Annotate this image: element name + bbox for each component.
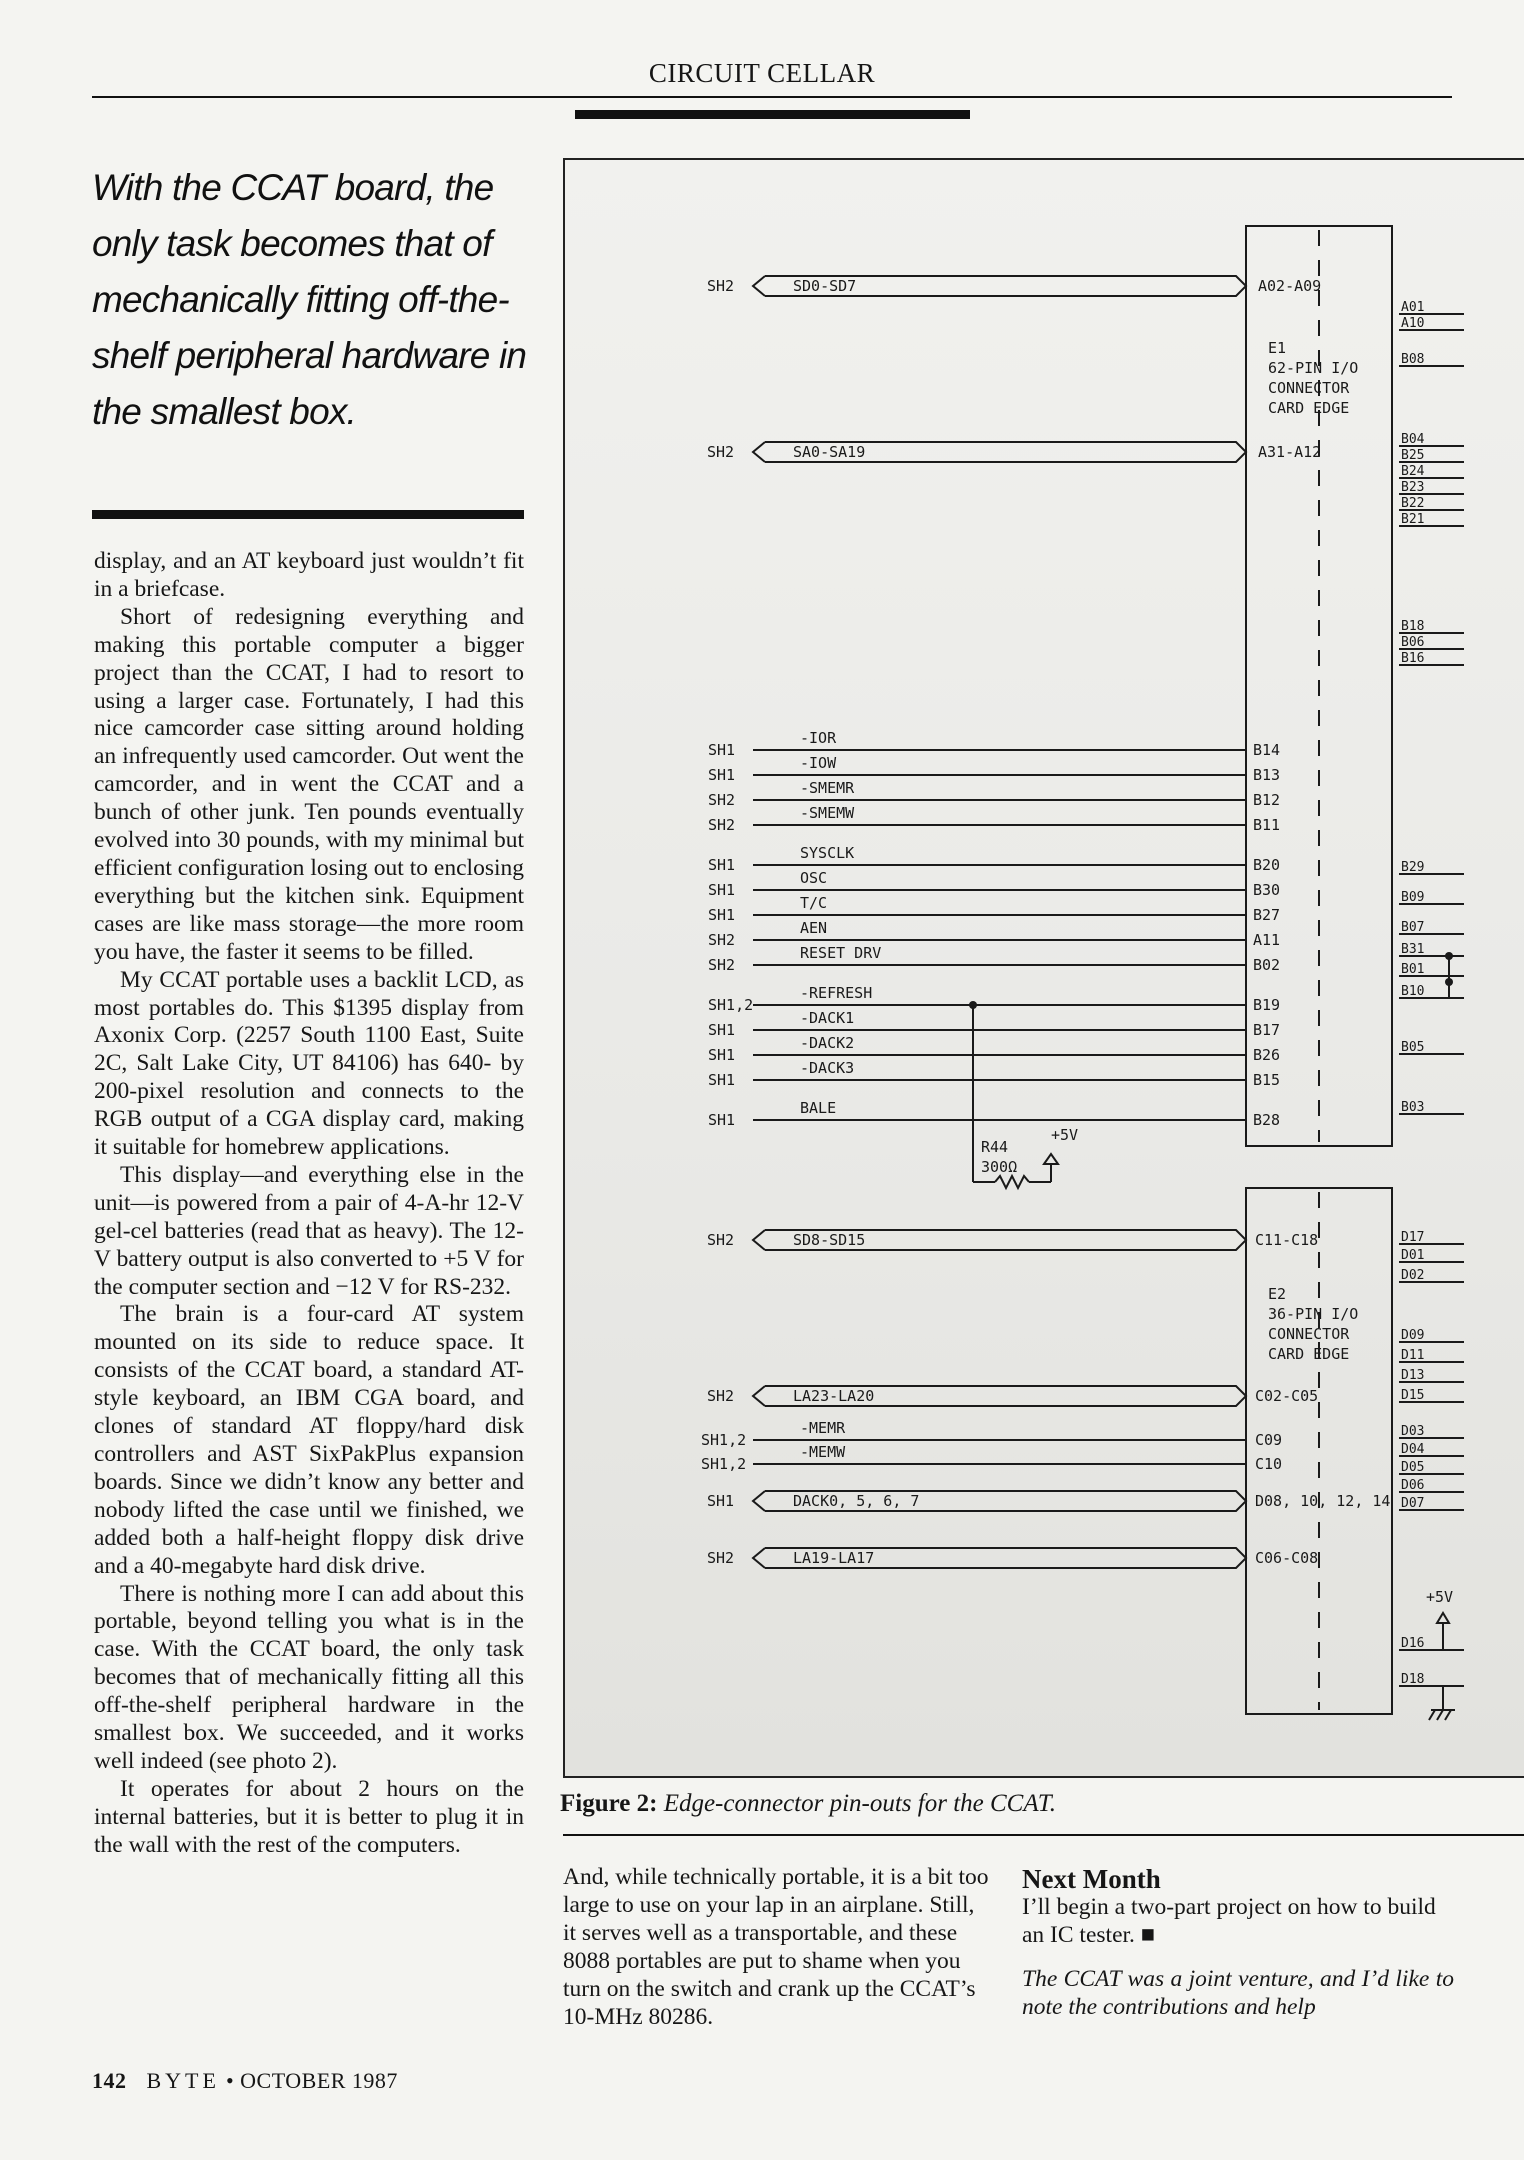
body-column: [94, 548, 524, 1860]
right-pin-label: D18: [1401, 1672, 1425, 1687]
signal-label: -IOR: [800, 729, 837, 747]
sheet-ref: SH1: [708, 1046, 736, 1064]
right-pin-label: B16: [1401, 651, 1425, 666]
right-pin-label: B05: [1401, 1040, 1425, 1055]
e2-label: E2: [1268, 1285, 1287, 1303]
e1-label: E1: [1268, 339, 1287, 357]
right-pin-label: B18: [1401, 619, 1425, 634]
footer-separator: •: [225, 2068, 241, 2093]
pin-label: B12: [1253, 791, 1281, 809]
pin-label: B30: [1253, 881, 1281, 899]
column-2-text: And, while technically portable, it is a bit too large to use on your lap in an airplane. Still, it serves well as a transportable, and these 8088 portables are put to shame when you turn on the switch and crank up the CCAT’s 10-MHz 80286.: [563, 1864, 989, 2030]
resistor-symbol: [995, 1176, 1029, 1188]
caption-text: Edge-connector pin-outs for the CCAT.: [663, 1790, 1056, 1817]
supply-arrow: [1437, 1613, 1449, 1623]
body-paragraph: This display—and everything else in the unit—is powered from a pair of 4-A-hr 12-V gel-cel batteries (read that as heavy). The 12-V battery output is also converted to +5 V for the computer section and −12 V for RS-232.: [94, 1161, 524, 1300]
e1-label: CARD EDGE: [1268, 399, 1350, 417]
pin-label: B26: [1253, 1046, 1281, 1064]
page-footer: [92, 2068, 398, 2094]
e2-label: CARD EDGE: [1268, 1345, 1350, 1363]
pin-label: B02: [1253, 956, 1281, 974]
pin-label: B14: [1253, 741, 1281, 759]
next-month-box: [1022, 1864, 1454, 2022]
sheet-ref: SH2: [707, 1231, 735, 1249]
pull-quote-rule: [92, 510, 524, 519]
right-pin-label: D03: [1401, 1424, 1425, 1439]
right-pin-label: B23: [1401, 480, 1425, 495]
right-pin-label: D06: [1401, 1478, 1425, 1493]
sheet-ref: SH1: [708, 741, 736, 759]
sheet-ref: SH1: [708, 1111, 736, 1129]
pin-label: A11: [1253, 931, 1281, 949]
bus-label: SA0-SA19: [793, 443, 866, 461]
signal-label: BALE: [800, 1099, 837, 1117]
e2-label: 36-PIN I/O: [1268, 1305, 1359, 1323]
resistor-value: 300Ω: [981, 1158, 1018, 1176]
e1-label: CONNECTOR: [1268, 379, 1350, 397]
right-pin-label: D15: [1401, 1388, 1425, 1403]
signal-label: RESET DRV: [800, 944, 882, 962]
sheet-ref: SH2: [708, 931, 736, 949]
pin-label: C09: [1255, 1431, 1283, 1449]
pin-label: B28: [1253, 1111, 1281, 1129]
sheet-ref: SH1: [708, 881, 736, 899]
magazine-name: BYTE: [146, 2068, 220, 2093]
right-pin-label: B10: [1401, 984, 1425, 999]
bus-label: DACK0, 5, 6, 7: [793, 1492, 920, 1510]
right-pin-label: B01: [1401, 962, 1425, 977]
body-paragraph: My CCAT portable uses a backlit LCD, as most portables do. This $1395 display from Axonix Corp. (2257 South 1100 East, Suite 2C, Salt Lake City, UT 84106) has 640- by 200-pixel resolution and connects to the RGB output of a CGA display card, making it suitable for homebrew applications.: [94, 966, 524, 1161]
junction-dot: [1445, 978, 1453, 986]
right-pin-label: B07: [1401, 920, 1425, 935]
right-pin-label: D02: [1401, 1268, 1425, 1283]
right-pin-label: D05: [1401, 1460, 1425, 1475]
right-pin-label: D04: [1401, 1442, 1425, 1457]
sheet-ref: SH1: [708, 856, 736, 874]
junction-dot: [1445, 952, 1453, 960]
e2-pin-range: C02-C05: [1255, 1387, 1319, 1405]
sheet-ref: SH2: [708, 816, 736, 834]
e1-pin-range: A02-A09: [1258, 277, 1322, 295]
supply-arrow: [1044, 1154, 1058, 1164]
bus-label: SD8-SD15: [793, 1231, 866, 1249]
body-paragraph: display, and an AT keyboard just wouldn’t fit in a briefcase.: [94, 548, 524, 602]
right-pin-label: B06: [1401, 635, 1425, 650]
right-pin-label: B04: [1401, 432, 1425, 447]
acknowledgement-text: The CCAT was a joint venture, and I’d like to note the contributions and help: [1022, 1965, 1454, 2020]
pin-label: B11: [1253, 816, 1281, 834]
right-pin-label: B09: [1401, 890, 1425, 905]
sheet-ref: SH1,2: [701, 1431, 747, 1449]
right-pin-label: B22: [1401, 496, 1425, 511]
supply-label: +5V: [1051, 1126, 1079, 1144]
supply-label: +5V: [1426, 1588, 1454, 1606]
figure-caption: [560, 1790, 1056, 1818]
signal-label: SYSCLK: [800, 844, 855, 862]
sheet-ref: SH2: [708, 791, 736, 809]
body-paragraph: Short of redesigning everything and making this portable computer a bigger project than the CCAT, I had to resort to using a larger case. Fortunately, I had this nice camcorder case sitting around holding an infrequently used camcorder. Out went the camcorder, and in went the CCAT and a bunch of other junk. Ten pounds eventually evolved into 30 pounds, with my minimal but efficient configuration losing out to enclosing everything but the kitchen sink. Equipment cases are like mass storage—the more room you have, the faster it seems to be filled.: [94, 603, 524, 965]
signal-label: -DACK2: [800, 1034, 855, 1052]
pin-label: B15: [1253, 1071, 1281, 1089]
signal-label: T/C: [800, 894, 828, 912]
pin-label: B27: [1253, 906, 1281, 924]
next-month-heading: Next Month: [1022, 1864, 1161, 1894]
pin-label: B19: [1253, 996, 1281, 1014]
e2-label: CONNECTOR: [1268, 1325, 1350, 1343]
right-pin-label: D13: [1401, 1368, 1425, 1383]
signal-label: -REFRESH: [800, 984, 873, 1002]
sheet-ref: SH1: [708, 1071, 736, 1089]
sheet-ref: SH1: [707, 1492, 735, 1510]
pin-label: B17: [1253, 1021, 1281, 1039]
sheet-ref: SH1: [708, 1021, 736, 1039]
signal-label: -MEMW: [800, 1443, 846, 1461]
bus-label: LA23-LA20: [793, 1387, 875, 1405]
sheet-ref: SH1,2: [701, 1455, 747, 1473]
sheet-ref: SH1: [708, 766, 736, 784]
resistor-name: R44: [981, 1138, 1009, 1156]
ground-symbol: [1429, 1710, 1455, 1720]
right-pin-label: D17: [1401, 1230, 1425, 1245]
right-pin-label: D07: [1401, 1496, 1425, 1511]
header-thick-rule: [575, 110, 970, 119]
next-month-text: I’ll begin a two-part project on how to build an IC tester. ■: [1022, 1894, 1436, 1948]
bus-label: LA19-LA17: [793, 1549, 875, 1567]
sheet-ref: SH1,2: [708, 996, 754, 1014]
signal-label: -SMEMR: [800, 779, 855, 797]
e2-pin-range: C06-C08: [1255, 1549, 1319, 1567]
figure-2-schematic: [563, 158, 1524, 1778]
signal-label: -MEMR: [800, 1419, 846, 1437]
right-pin-label: A10: [1401, 316, 1425, 331]
sheet-ref: SH2: [707, 277, 735, 295]
signal-label: OSC: [800, 869, 828, 887]
signal-label: -DACK3: [800, 1059, 855, 1077]
right-pin-label: B24: [1401, 464, 1425, 479]
sheet-ref: SH2: [708, 956, 736, 974]
e1-label: 62-PIN I/O: [1268, 359, 1359, 377]
caption-rule: [563, 1834, 1524, 1836]
body-paragraph: It operates for about 2 hours on the internal batteries, but it is better to plug it in the wall with the rest of the computers.: [94, 1775, 524, 1858]
pull-quote: With the CCAT board, the only task becomes that of mechanically fitting off-the-shelf peripheral hardware in the smallest box.: [92, 167, 527, 432]
right-pin-label: D11: [1401, 1348, 1425, 1363]
e2-pin-range: C11-C18: [1255, 1231, 1319, 1249]
e1-pin-range: A31-A12: [1258, 443, 1322, 461]
body-paragraph: The brain is a four-card AT system mounted on its side to reduce space. It consists of the CCAT board, a standard AT-style keyboard, an IBM CGA board, and clones of standard AT floppy/hard disk controllers and AST SixPakPlus expansion boards. Since we didn’t know any better and nobody lifted the case until we finished, we added both a half-height floppy disk drive and a 40-megabyte hard disk drive.: [94, 1301, 524, 1579]
sheet-ref: SH1: [708, 906, 736, 924]
signal-label: -DACK1: [800, 1009, 855, 1027]
right-pin-label: B21: [1401, 512, 1425, 527]
right-pin-label: B29: [1401, 860, 1425, 875]
issue-date: OCTOBER 1987: [240, 2068, 398, 2093]
signal-label: -SMEMW: [800, 804, 855, 822]
signal-label: -IOW: [800, 754, 837, 772]
header-rule: [92, 96, 1452, 98]
right-pin-label: B03: [1401, 1100, 1425, 1115]
right-pin-label: D16: [1401, 1636, 1425, 1651]
right-pin-label: D01: [1401, 1248, 1425, 1263]
caption-label: Figure 2:: [560, 1790, 658, 1817]
pin-label: B20: [1253, 856, 1281, 874]
pin-label: C10: [1255, 1455, 1283, 1473]
page-number: 142: [92, 2068, 127, 2093]
pin-label: B13: [1253, 766, 1281, 784]
right-pin-label: B25: [1401, 448, 1425, 463]
running-header: CIRCUIT CELLAR: [648, 58, 876, 88]
body-paragraph: There is nothing more I can add about this portable, beyond telling you what is in the case. With the CCAT board, the only task becomes that of mechanically fitting all this off-the-shelf peripheral hardware in the smallest box. We succeeded, and it works well indeed (see photo 2).: [94, 1580, 524, 1774]
right-pin-label: B08: [1401, 352, 1425, 367]
e2-pin-range: D08, 10, 12, 14: [1255, 1492, 1391, 1510]
sheet-ref: SH2: [707, 1549, 735, 1567]
right-pin-label: D09: [1401, 1328, 1425, 1343]
right-pin-label: A01: [1401, 300, 1425, 315]
signal-label: AEN: [800, 919, 828, 937]
schematic-diagram: [563, 158, 1524, 1778]
bus-label: SD0-SD7: [793, 277, 857, 295]
sheet-ref: SH2: [707, 443, 735, 461]
sheet-ref: SH2: [707, 1387, 735, 1405]
right-pin-label: B31: [1401, 942, 1425, 957]
